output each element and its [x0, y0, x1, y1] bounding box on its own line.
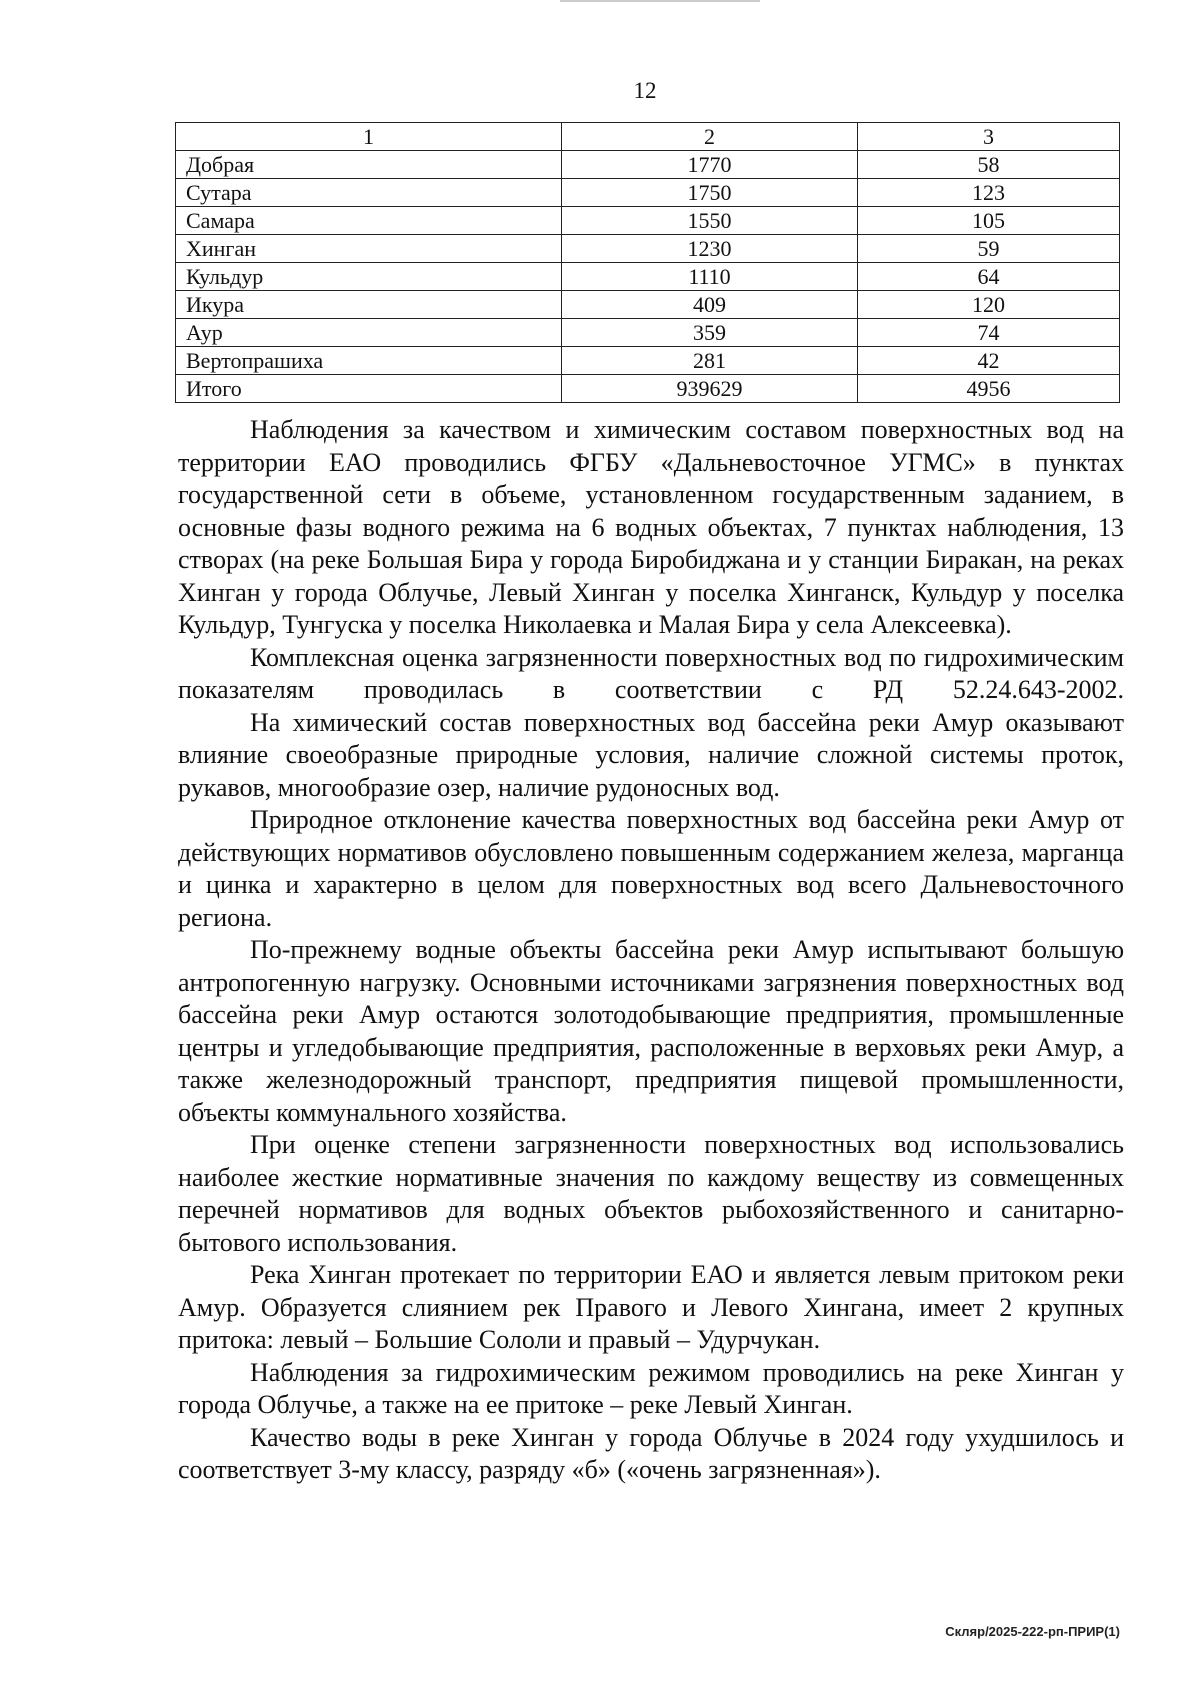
river-name-cell: Хинган: [176, 235, 562, 263]
table-header-row: [176, 123, 1120, 151]
value-cell: 74: [858, 319, 1120, 347]
value-cell: 1230: [562, 235, 858, 263]
value-cell: 120: [858, 291, 1120, 319]
value-cell: 1550: [562, 207, 858, 235]
paragraph: Качество воды в реке Хинган у города Облучье в 2024 году ухудшилось и соответствует 3-му классу, разряду «б» («очень загрязненная»).: [178, 1422, 1124, 1484]
river-name-cell: Сутара: [176, 179, 562, 207]
value-cell: 42: [858, 347, 1120, 375]
value-cell: 281: [562, 347, 858, 375]
table-row: [176, 179, 1120, 207]
table-header-cell: 1: [176, 123, 562, 151]
river-name-cell: Вертопрашиха: [176, 347, 562, 375]
page-number: 12: [633, 78, 657, 103]
scan-artifact: [560, 0, 760, 2]
paragraph: На химический состав поверхностных вод бассейна реки Амур оказывают влияние своеобразные природные условия, наличие сложной системы проток, рукавов, многообразие озер, наличие рудоносных вод.: [178, 707, 1124, 802]
table-row: [176, 235, 1120, 263]
paragraph: При оценке степени загрязненности поверхностных вод использовались наиболее жесткие нормативные значения по каждому веществу из совмещенных перечней нормативов для водных объектов рыбохозяйственного и санитарно-бытового использования.: [178, 1130, 1124, 1257]
table-total-row: [176, 375, 1120, 403]
document-registration-code: Скляр/2025-222-рп-ПРИР(1): [945, 1624, 1120, 1639]
paragraph: По-прежнему водные объекты бассейна реки Амур испытывают большую антропогенную нагрузку. Основными источниками загрязнения поверхностных вод бассейна реки Амур остаются золотодобывающие предприятия, промышленные центры и угледобывающие предприятия, расположенные в верховьях реки Амур, а также железнодорожный транспорт, предприятия пищевой промышленности, объекты коммунального хозяйства.: [178, 935, 1124, 1127]
value-cell: 64: [858, 263, 1120, 291]
paragraph: Наблюдения за гидрохимическим режимом проводились на реке Хинган у города Облучье, а также на ее притоке – реке Левый Хинган.: [178, 1357, 1124, 1419]
river-name-cell: Самара: [176, 207, 562, 235]
paragraph: Река Хинган протекает по территории ЕАО и является левым притоком реки Амур. Образуется слиянием рек Правого и Левого Хингана, имеет 2 крупных притока: левый – Большие Сололи и правый – Удурчукан.: [178, 1260, 1124, 1354]
value-cell: 59: [858, 235, 1120, 263]
value-cell: 1110: [562, 263, 858, 291]
table-row: [176, 319, 1120, 347]
total-label-cell: Итого: [176, 375, 562, 403]
rivers-table: [175, 122, 1120, 403]
table-row: [176, 207, 1120, 235]
table-header-cell: 2: [562, 123, 858, 151]
value-cell: 1770: [562, 151, 858, 179]
value-cell: 1750: [562, 179, 858, 207]
value-cell: 58: [858, 151, 1120, 179]
value-cell: 105: [858, 207, 1120, 235]
river-name-cell: Икура: [176, 291, 562, 319]
river-name-cell: Аур: [176, 319, 562, 347]
river-name-cell: Кульдур: [176, 263, 562, 291]
table-row: [176, 151, 1120, 179]
body-text: [178, 414, 1124, 1487]
paragraph: Природное отклонение качества поверхностных вод бассейна реки Амур от действующих нормативов обусловлено повышенным содержанием железа, марганца и цинка и характерно в целом для поверхностных вод всего Дальневосточного региона.: [178, 805, 1124, 932]
paragraph: Наблюдения за качеством и химическим составом поверхностных вод на территории ЕАО проводились ФГБУ «Дальневосточное УГМС» в пунктах государственной сети в объеме, установленном государственным заданием, в основные фазы водного режима на 6 водных объектах, 7 пунктах наблюдения, 13 створах (на реке Большая Бира у города Биробиджана и у станции Биракан, на реках Хинган у города Облучье, Левый Хинган у поселка Хинганск, Кульдур у поселка Кульдур, Тунгуска у поселка Николаевка и Малая Бира у села Алексеевка).: [178, 415, 1124, 639]
total-value-cell: 4956: [858, 375, 1120, 403]
table-row: [176, 291, 1120, 319]
table-row: [176, 263, 1120, 291]
table-row: [176, 347, 1120, 375]
table-header-cell: 3: [858, 123, 1120, 151]
value-cell: 409: [562, 291, 858, 319]
river-name-cell: Добрая: [176, 151, 562, 179]
paragraph: Комплексная оценка загрязненности поверхностных вод по гидрохимическим показателям проводилась в соответствии с РД 52.24.643-2002.: [178, 642, 1124, 704]
value-cell: 123: [858, 179, 1120, 207]
total-value-cell: 939629: [562, 375, 858, 403]
value-cell: 359: [562, 319, 858, 347]
